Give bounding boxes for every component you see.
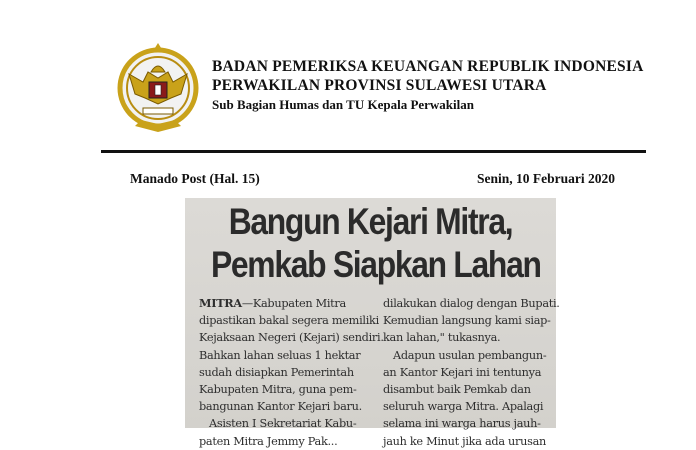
org-branch: PERWAKILAN PROVINSI SULAWESI UTARA (212, 77, 547, 94)
column-line: Adapun usulan pembangun- (393, 348, 547, 362)
article-column-right (383, 295, 559, 450)
header-divider (101, 150, 646, 153)
bpk-garuda-emblem-icon (115, 38, 201, 138)
headline-line-1: Bangun Kejari Mitra, (228, 201, 513, 242)
article-column-left (199, 295, 384, 450)
column-line: dilakukan dialog dengan Bupati. (383, 297, 560, 310)
column-line: selama ini warga harus jauh- (383, 417, 541, 431)
column-line: paten Mitra Jemmy Pak... (199, 434, 338, 448)
publication-date: Senin, 10 Februari 2020 (476, 171, 615, 186)
column-line: Kabupaten Mitra, guna pem- (199, 383, 357, 397)
column-line: jauh ke Minut jika ada urusan (383, 434, 547, 448)
headline-line-2: Pemkab Siapkan Lahan (210, 244, 541, 285)
letterhead (212, 57, 643, 113)
column-line: Asisten I Sekretariat Kabu- (209, 417, 357, 431)
newspaper-source: Manado Post (Hal. 15) (130, 171, 260, 186)
column-line: MITRA—Kabupaten Mitra (199, 296, 346, 310)
column-line: dipastikan bakal segera memiliki (199, 314, 379, 328)
column-line: disambut baik Pemkab dan (383, 383, 531, 397)
column-line: sudah disiapkan Pemerintah (199, 365, 354, 379)
newspaper-clipping (185, 198, 560, 448)
org-name: BADAN PEMERIKSA KEUANGAN REPUBLIK INDONESIA (212, 58, 644, 75)
column-line: seluruh warga Mitra. Apalagi (383, 400, 544, 414)
dateline: MITRA (199, 296, 242, 310)
column-line: an Kantor Kejari ini tentunya (383, 365, 542, 379)
column-line: Kejaksaan Negeri (Kejari) sendiri. (199, 331, 384, 345)
column-line: Kemudian langsung kami siap- (383, 314, 551, 328)
column-line: bangunan Kantor Kejari baru. (199, 400, 362, 414)
column-line: kan lahan," tukasnya. (383, 331, 501, 345)
org-unit: Sub Bagian Humas dan TU Kepala Perwakilan (212, 97, 474, 112)
column-line: Bahkan lahan seluas 1 hektar (199, 348, 361, 362)
